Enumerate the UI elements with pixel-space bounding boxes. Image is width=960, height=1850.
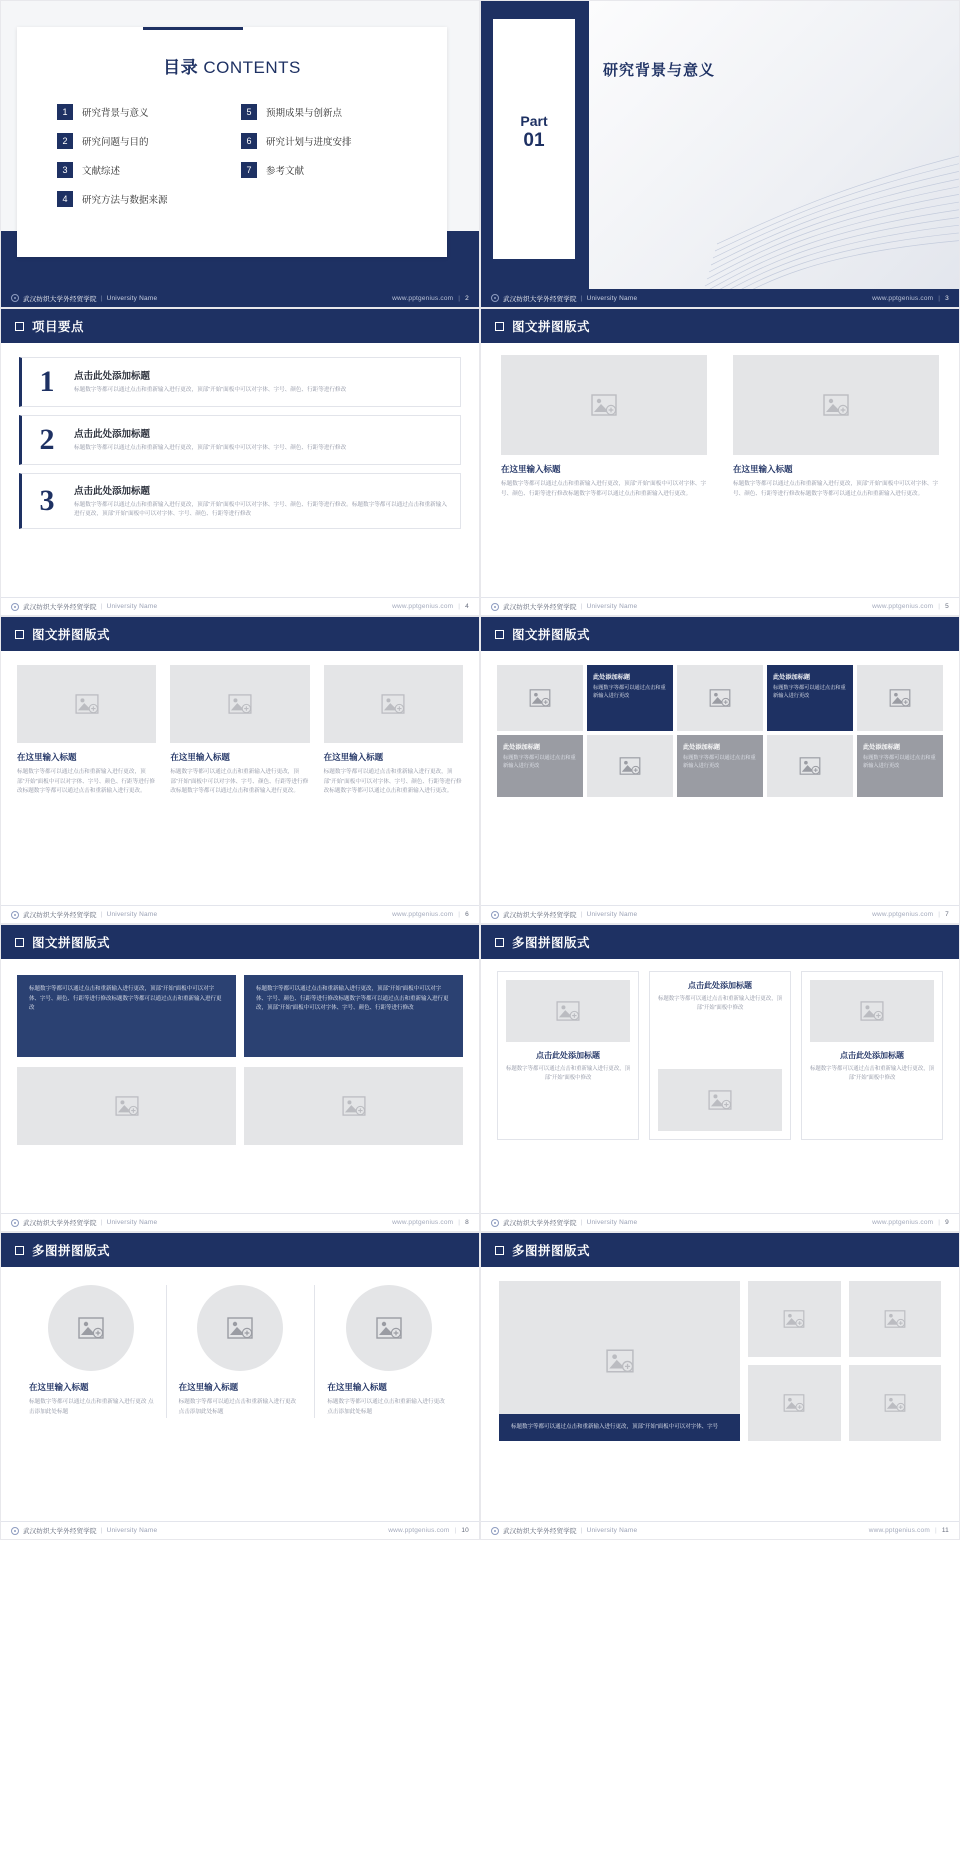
key-point-body: 标题数字等都可以通过点击和重新输入进行更改，顶部“开始”面板中可以对字体、字号、颜色、行距等进行修改。标题数字等都可以通过点击和重新输入进行更改，顶部“开始”面板中可以对字体、字号、颜色、行距等进行修改	[74, 502, 447, 518]
card-body: 标题数字等都可以通过点击和重新输入进行更改，顶部“开始”面板中修改	[658, 996, 782, 1012]
tile-title: 此处添加标题	[683, 744, 721, 751]
footer-site: www.pptgenius.com	[392, 603, 454, 610]
footer-university-en: University Name	[586, 911, 638, 918]
footer-university: 武汉纺织大学外经贸学院	[23, 912, 97, 919]
footer-separator: |	[100, 603, 103, 610]
card-title: 点击此处添加标题	[688, 981, 752, 990]
footer-right	[392, 295, 469, 302]
text-block-body: 标题数字等都可以通过点击和重新输入进行更改，顶部“开始”面板中可以对字体、字号、颜色、行距等进行修改标题数字等都可以通过点击和重新输入进行更改	[29, 986, 222, 1012]
footer-right	[872, 603, 949, 610]
part-label	[493, 113, 575, 152]
footer-left	[11, 294, 157, 303]
slide-header	[1, 1233, 479, 1267]
slide-footer	[481, 289, 959, 307]
block-title: 在这里输入标题	[323, 752, 384, 762]
toc-number: 7	[241, 162, 257, 178]
toc-number: 3	[57, 162, 73, 178]
slide-header-title: 图文拼图版式	[512, 628, 591, 642]
footer-university-en: University Name	[586, 294, 638, 302]
key-point-title: 点击此处添加标题	[74, 429, 151, 441]
tile-body: 标题数字等都可以通过点击和重新输入进行更改	[503, 755, 576, 770]
card-title: 点击此处添加标题	[840, 1051, 904, 1060]
footer-university: 武汉纺织大学外经贸学院	[503, 604, 577, 611]
footer-separator: |	[458, 603, 461, 610]
footer-site: www.pptgenius.com	[388, 1527, 450, 1534]
image-placeholder[interactable]	[748, 1281, 840, 1357]
footer-left	[11, 602, 157, 611]
column-title: 在这里输入标题	[178, 1382, 239, 1392]
image-placeholder[interactable]	[17, 1067, 236, 1145]
logo-icon	[491, 1219, 499, 1227]
key-point-row[interactable]	[19, 415, 461, 465]
square-bullet-icon	[495, 630, 504, 639]
footer-separator: |	[100, 911, 103, 918]
circle-column	[17, 1285, 166, 1418]
card-body: 标题数字等都可以通过点击和重新输入进行更改，顶部“开始”面板中修改	[506, 1066, 630, 1082]
wave-decoration	[689, 131, 959, 291]
slide-three-image	[0, 616, 480, 924]
image-placeholder[interactable]	[849, 1281, 941, 1357]
square-bullet-icon	[15, 1246, 24, 1255]
footer-separator: |	[100, 1527, 103, 1534]
slide-mosaic	[480, 616, 960, 924]
logo-icon	[11, 603, 19, 611]
slide-header-title: 图文拼图版式	[32, 628, 111, 642]
toc-item-3[interactable]	[57, 162, 223, 178]
key-point-title: 点击此处添加标题	[74, 371, 151, 383]
image-placeholder[interactable]	[677, 665, 763, 731]
footer-left	[491, 1218, 637, 1227]
mosaic-text-tile[interactable]	[497, 735, 583, 797]
page-number: 10	[461, 1527, 469, 1534]
footer-left	[11, 1526, 157, 1535]
image-placeholder[interactable]	[197, 1285, 283, 1371]
key-point-text	[74, 483, 448, 519]
footer-separator: |	[100, 1219, 103, 1226]
square-bullet-icon	[15, 938, 24, 947]
page-number: 9	[945, 1219, 949, 1226]
toc-label: 研究计划与进度安排	[266, 137, 352, 148]
mosaic-grid	[497, 665, 943, 797]
image-card[interactable]	[649, 971, 791, 1140]
slide-header-title: 项目要点	[32, 320, 85, 334]
slide-header-title: 图文拼图版式	[512, 320, 591, 334]
tile-title: 此处添加标题	[773, 674, 811, 681]
slide-text-blocks	[0, 924, 480, 1232]
footer-left	[491, 294, 637, 303]
slide-header	[481, 925, 959, 959]
page-number: 7	[945, 911, 949, 918]
column-body: 标题数字等都可以通过点击和重新输入进行更改 点击添加此处标题	[178, 1399, 297, 1415]
column-body: 标题数字等都可以通过点击和重新输入进行更改 点击添加此处标题	[327, 1399, 445, 1415]
footer-separator: |	[458, 294, 461, 302]
footer-separator: |	[580, 1527, 583, 1534]
toc-label: 研究方法与数据来源	[82, 195, 168, 206]
text-block[interactable]	[244, 975, 463, 1057]
part-title: 研究背景与意义	[603, 62, 716, 79]
footer-university-en: University Name	[106, 294, 158, 302]
slide-header	[1, 925, 479, 959]
footer-site: www.pptgenius.com	[392, 911, 454, 918]
footer-site: www.pptgenius.com	[872, 294, 934, 302]
toc-item-7[interactable]	[241, 162, 407, 178]
feature-caption-body: 标题数字等都可以通过点击和重新输入进行更改，顶部“开始”面板中可以对字体、字号	[511, 1423, 719, 1430]
image-text-block	[501, 355, 707, 499]
footer-site: www.pptgenius.com	[872, 1219, 934, 1226]
footer-separator: |	[938, 1219, 941, 1226]
image-text-block	[324, 665, 463, 797]
text-block-body: 标题数字等都可以通过点击和重新输入进行更改，顶部“开始”面板中可以对字体、字号、颜色、行距等进行修改标题数字等都可以通过点击和重新输入进行更改，顶部“开始”面板中可以对字体、字号、颜色、行距等进行修改	[256, 986, 449, 1012]
footer-university: 武汉纺织大学外经贸学院	[503, 295, 577, 303]
key-point-text	[74, 426, 346, 453]
slide-circle-image	[0, 1232, 480, 1540]
text-block-row	[17, 975, 463, 1057]
logo-icon	[11, 294, 19, 302]
page-number: 6	[465, 911, 469, 918]
page-number: 3	[945, 294, 949, 302]
image-text-block	[17, 665, 156, 797]
footer-university-en: University Name	[106, 1527, 158, 1534]
page-number: 4	[465, 603, 469, 610]
mosaic-text-tile[interactable]	[587, 665, 673, 731]
tile-body: 标题数字等都可以通过点击和重新输入进行更改	[773, 685, 846, 700]
slide-part-cover	[480, 0, 960, 308]
mosaic-text-tile[interactable]	[677, 735, 763, 797]
image-placeholder[interactable]	[587, 735, 673, 797]
footer-right	[872, 295, 949, 302]
slide-key-points	[0, 308, 480, 616]
toc-number: 4	[57, 191, 73, 207]
footer-site: www.pptgenius.com	[872, 911, 934, 918]
key-point-body: 标题数字等都可以通过点击和重新输入进行更改，顶部“开始”面板中可以对字体、字号、颜色、行距等进行修改	[74, 387, 347, 394]
toc-number: 6	[241, 133, 257, 149]
footer-left	[11, 1218, 157, 1227]
slide-header	[481, 1233, 959, 1267]
footer-university: 武汉纺织大学外经贸学院	[23, 604, 97, 611]
toc-item-1[interactable]	[57, 104, 223, 120]
footer-separator: |	[458, 911, 461, 918]
slide-footer	[481, 1213, 959, 1231]
key-point-text	[74, 368, 346, 395]
slide-header	[1, 309, 479, 343]
tile-title: 此处添加标题	[863, 744, 901, 751]
image-placeholder[interactable]	[346, 1285, 432, 1371]
square-bullet-icon	[495, 938, 504, 947]
footer-separator: |	[580, 294, 583, 302]
key-point-row[interactable]	[19, 357, 461, 407]
slide-header-title: 多图拼图版式	[512, 936, 591, 950]
part-number: 01	[523, 130, 545, 151]
toc-number: 5	[241, 104, 257, 120]
image-placeholder[interactable]	[857, 665, 943, 731]
slide-header-title: 多图拼图版式	[512, 1244, 591, 1258]
contents-top-accent	[143, 27, 243, 30]
block-body: 标题数字等都可以通过点击和重新输入进行更改，顶部“开始”面板中可以对字体、字号、颜色、行距等进行修改标题数字等都可以通过点击和重新输入进行更改。	[170, 769, 309, 794]
image-placeholder[interactable]	[497, 665, 583, 731]
block-title: 在这里输入标题	[733, 464, 793, 474]
logo-icon	[11, 1527, 19, 1535]
footer-right	[388, 1527, 469, 1534]
square-bullet-icon	[15, 322, 24, 331]
slide-header	[1, 617, 479, 651]
big-grid-layout	[499, 1281, 941, 1441]
feature-image-block	[499, 1281, 740, 1441]
column-title: 在这里输入标题	[29, 1382, 89, 1392]
footer-separator: |	[458, 1219, 461, 1226]
contents-title-en: CONTENTS	[203, 58, 301, 77]
toc-item-6[interactable]	[241, 133, 407, 149]
slide-footer	[481, 597, 959, 615]
image-grid	[748, 1281, 941, 1441]
footer-university: 武汉纺织大学外经贸学院	[503, 912, 577, 919]
slide-header	[481, 617, 959, 651]
contents-title-cn: 目录	[163, 58, 199, 77]
slide-footer	[481, 1521, 959, 1539]
part-word: Part	[520, 113, 548, 129]
footer-separator: |	[938, 603, 941, 610]
block-title: 在这里输入标题	[501, 464, 561, 474]
toc-label: 研究背景与意义	[82, 108, 149, 119]
card-row	[497, 971, 943, 1140]
footer-right	[869, 1527, 949, 1534]
footer-university-en: University Name	[586, 1527, 638, 1534]
toc-item-5[interactable]	[241, 104, 407, 120]
toc-number: 2	[57, 133, 73, 149]
footer-right	[392, 603, 469, 610]
toc-item-2[interactable]	[57, 133, 223, 149]
page-number: 2	[465, 294, 469, 302]
logo-icon	[11, 911, 19, 919]
footer-separator: |	[580, 1219, 583, 1226]
image-placeholder[interactable]	[506, 980, 630, 1042]
footer-site: www.pptgenius.com	[392, 294, 454, 302]
block-body: 标题数字等都可以通过点击和重新输入进行更改，顶部“开始”面板中可以对字体、字号、颜色、行距等进行修改标题数字等都可以通过点击和重新输入进行更改。	[323, 769, 462, 794]
block-body: 标题数字等都可以通过点击和重新输入进行更改，顶部“开始”面板中可以对字体、字号、颜色、行距等进行修改标题数字等都可以通过点击和重新输入进行更改。	[501, 481, 707, 497]
square-bullet-icon	[495, 322, 504, 331]
footer-separator: |	[938, 294, 941, 302]
toc-label: 参考文献	[266, 166, 305, 177]
key-point-list	[19, 357, 461, 537]
key-point-number: 2	[39, 423, 55, 456]
key-point-title: 点击此处添加标题	[74, 486, 151, 497]
slide-footer	[1, 597, 479, 615]
footer-separator: |	[938, 911, 941, 918]
footer-university-en: University Name	[106, 911, 158, 918]
page-title	[17, 53, 447, 78]
image-card[interactable]	[497, 971, 639, 1140]
toc-number: 1	[57, 104, 73, 120]
toc-label: 研究问题与目的	[82, 137, 149, 148]
image-placeholder[interactable]	[244, 1067, 463, 1145]
circle-column	[314, 1285, 463, 1418]
tile-title: 此处添加标题	[593, 674, 631, 681]
logo-icon	[491, 911, 499, 919]
column-body: 标题数字等都可以通过点击和重新输入进行更改 点击添加此处标题	[29, 1399, 154, 1415]
slide-footer	[1, 289, 479, 307]
mosaic-text-tile[interactable]	[767, 665, 853, 731]
footer-separator: |	[100, 294, 103, 302]
image-placeholder[interactable]	[324, 665, 463, 743]
square-bullet-icon	[15, 630, 24, 639]
toc-label: 文献综述	[82, 166, 121, 177]
slide-big-grid	[480, 1232, 960, 1540]
slide-two-image	[480, 308, 960, 616]
mosaic-text-tile[interactable]	[857, 735, 943, 797]
footer-university: 武汉纺织大学外经贸学院	[23, 1528, 97, 1535]
square-bullet-icon	[495, 1246, 504, 1255]
footer-site: www.pptgenius.com	[868, 1527, 930, 1534]
block-title: 在这里输入标题	[17, 752, 77, 762]
key-point-number: 1	[39, 365, 55, 398]
image-placeholder[interactable]	[849, 1365, 941, 1441]
page-number: 5	[945, 603, 949, 610]
tile-body: 标题数字等都可以通过点击和重新输入进行更改	[863, 755, 936, 770]
image-text-block	[170, 665, 309, 797]
footer-university: 武汉纺织大学外经贸学院	[503, 1220, 577, 1227]
footer-right	[392, 911, 469, 918]
block-title: 在这里输入标题	[170, 752, 230, 762]
image-text-block	[733, 355, 939, 499]
footer-left	[491, 602, 637, 611]
footer-site: www.pptgenius.com	[872, 603, 934, 610]
key-point-body: 标题数字等都可以通过点击和重新输入进行更改，顶部“开始”面板中可以对字体、字号、颜色、行距等进行修改	[74, 445, 347, 452]
footer-university-en: University Name	[106, 603, 158, 610]
footer-university: 武汉纺织大学外经贸学院	[23, 295, 97, 303]
card-body: 标题数字等都可以通过点击和重新输入进行更改，顶部“开始”面板中修改	[810, 1066, 934, 1082]
footer-site: www.pptgenius.com	[392, 1219, 454, 1226]
feature-caption[interactable]	[499, 1414, 740, 1441]
circle-column	[166, 1285, 315, 1418]
image-card[interactable]	[801, 971, 943, 1140]
footer-university: 武汉纺织大学外经贸学院	[23, 1220, 97, 1227]
image-row	[17, 1067, 463, 1145]
slide-footer	[481, 905, 959, 923]
toc-item-4[interactable]	[57, 191, 223, 207]
logo-icon	[491, 603, 499, 611]
page-number: 11	[941, 1527, 949, 1534]
image-placeholder[interactable]	[48, 1285, 134, 1371]
two-column-layout	[501, 355, 939, 499]
footer-left	[11, 910, 157, 919]
logo-icon	[491, 294, 499, 302]
image-placeholder[interactable]	[810, 980, 934, 1042]
footer-university: 武汉纺织大学外经贸学院	[503, 1528, 577, 1535]
slide-contents	[0, 0, 480, 308]
footer-university-en: University Name	[586, 603, 638, 610]
toc-list	[57, 104, 407, 207]
key-point-number: 3	[39, 484, 55, 518]
image-placeholder[interactable]	[658, 1069, 782, 1131]
footer-separator: |	[934, 1527, 937, 1534]
footer-separator: |	[454, 1527, 457, 1534]
three-column-layout	[17, 665, 463, 797]
part-cover-background	[589, 1, 959, 291]
image-placeholder[interactable]	[748, 1365, 840, 1441]
footer-left	[491, 1526, 637, 1535]
footer-right	[392, 1219, 469, 1226]
text-block[interactable]	[17, 975, 236, 1057]
toc-label: 预期成果与创新点	[266, 108, 343, 119]
image-placeholder[interactable]	[170, 665, 309, 743]
slide-multi-image	[480, 924, 960, 1232]
footer-left	[491, 910, 637, 919]
key-point-row[interactable]	[19, 473, 461, 529]
footer-separator: |	[580, 911, 583, 918]
card-title: 点击此处添加标题	[536, 1051, 600, 1060]
tile-body: 标题数字等都可以通过点击和重新输入进行更改	[593, 685, 666, 700]
footer-right	[872, 1219, 949, 1226]
slide-footer	[1, 1213, 479, 1231]
block-body: 标题数字等都可以通过点击和重新输入进行更改，顶部“开始”面板中可以对字体、字号、颜色、行距等进行修改标题数字等都可以通过点击和重新输入进行更改。	[17, 769, 155, 794]
slide-header	[481, 309, 959, 343]
image-placeholder[interactable]	[767, 735, 853, 797]
slide-footer	[1, 1521, 479, 1539]
footer-right	[872, 911, 949, 918]
slide-header-title: 图文拼图版式	[32, 936, 111, 950]
logo-icon	[491, 1527, 499, 1535]
contents-card	[17, 27, 447, 257]
footer-university-en: University Name	[586, 1219, 638, 1226]
column-title: 在这里输入标题	[327, 1382, 387, 1392]
block-body: 标题数字等都可以通过点击和重新输入进行更改，顶部“开始”面板中可以对字体、字号、颜色、行距等进行修改标题数字等都可以通过点击和重新输入进行更改。	[733, 481, 939, 497]
slide-footer	[1, 905, 479, 923]
circle-column-row	[17, 1285, 463, 1418]
logo-icon	[11, 1219, 19, 1227]
image-placeholder[interactable]	[733, 355, 939, 455]
tile-body: 标题数字等都可以通过点击和重新输入进行更改	[683, 755, 756, 770]
image-placeholder[interactable]	[17, 665, 156, 743]
slide-header-title: 多图拼图版式	[32, 1244, 111, 1258]
footer-university-en: University Name	[106, 1219, 158, 1226]
page-number: 8	[465, 1219, 469, 1226]
footer-separator: |	[580, 603, 583, 610]
image-placeholder[interactable]	[501, 355, 707, 455]
tile-title: 此处添加标题	[503, 744, 541, 751]
